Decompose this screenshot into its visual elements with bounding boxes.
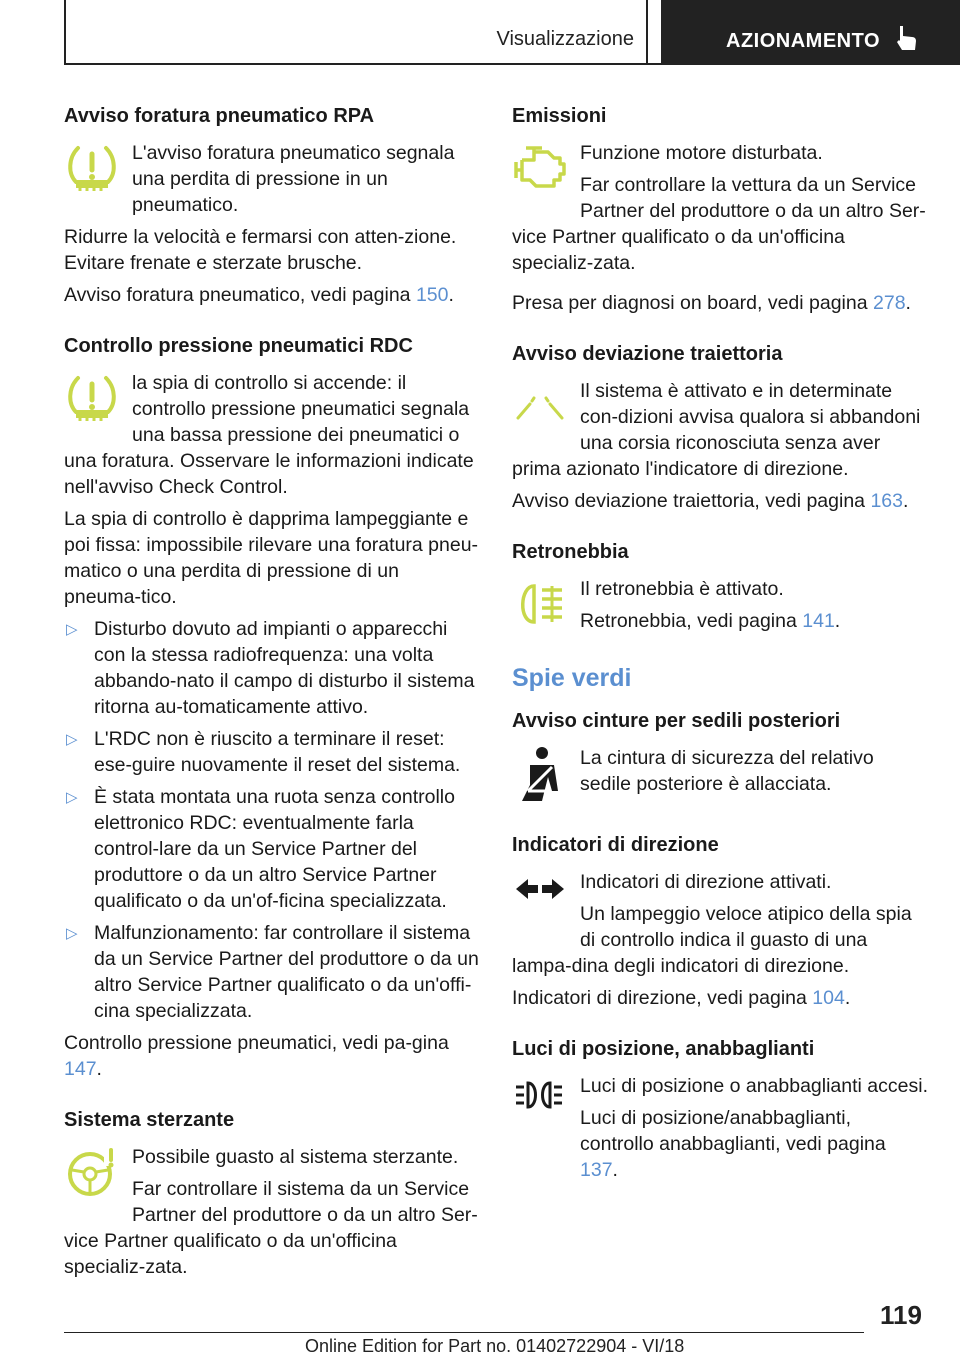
fog-reference: Retronebbia, vedi pagina 141. bbox=[580, 610, 841, 632]
emissions-text-2: Far controllare la vettura da un Service Partner del produttore o da un altro Ser-vice Partner qualificato o da un'officina specializ-zata. bbox=[512, 174, 926, 274]
turn-text-1: Indicatori di direzione attivati. bbox=[580, 871, 832, 893]
rdc-bullet-list bbox=[64, 616, 480, 1024]
section-lights bbox=[512, 1035, 928, 1183]
section-title: Retronebbia bbox=[512, 541, 629, 563]
section-rpa bbox=[64, 102, 480, 308]
triangle-bullet-icon: ▷ bbox=[66, 621, 78, 638]
section-fog bbox=[512, 538, 928, 640]
section-title: Emissioni bbox=[512, 105, 607, 127]
page-link-150[interactable]: 150 bbox=[415, 284, 449, 306]
section-lane bbox=[512, 340, 928, 514]
rpa-text-1: L'avviso foratura pneumatico segnala una perdita di pressione in un pneumatico. bbox=[132, 142, 455, 216]
right-column bbox=[512, 102, 928, 1207]
seat-belt-icon bbox=[512, 745, 578, 807]
turn-signal-arrows-icon bbox=[512, 869, 578, 931]
engine-check-icon bbox=[512, 140, 578, 202]
lights-text-1: Luci di posizione o anabbaglianti accesi. bbox=[580, 1075, 928, 1097]
rdc-reference: Controllo pressione pneumatici, vedi pa-gina 147. bbox=[64, 1032, 449, 1080]
list-item: ▷ Malfunzionamento: far controllare il sistema da un Service Partner del produttore o da un altro Service Partner qualificato o da un'offi-cina specializzata. bbox=[66, 922, 479, 1022]
section-emissions bbox=[512, 102, 928, 316]
lane-departure-icon bbox=[512, 378, 578, 440]
triangle-bullet-icon: ▷ bbox=[66, 789, 78, 806]
pointing-hand-icon bbox=[894, 24, 918, 57]
turn-reference: Indicatori di direzione, vedi pagina 104. bbox=[512, 987, 851, 1009]
section-title: Luci di posizione, anabbaglianti bbox=[512, 1038, 815, 1060]
section-title: Avviso cinture per sedili posteriori bbox=[512, 710, 841, 732]
rdc-text-1: la spia di controllo si accende: il controllo pressione pneumatici segnala una bassa pressione dei pneumatici o una foratura. Osservare le informazioni indicate nell'avviso Check Control. bbox=[64, 372, 474, 498]
tire-pressure-warning-icon bbox=[64, 370, 130, 432]
page-link-278[interactable]: 278 bbox=[873, 292, 906, 314]
green-lights-heading: Spie verdi bbox=[512, 664, 632, 692]
page-link-104[interactable]: 104 bbox=[812, 987, 845, 1009]
left-column bbox=[64, 102, 480, 1304]
steering-text-2: Far controllare il sistema da un Service Partner del produttore o da un altro Ser-vice Partner qualificato o da un'officina specializ-zata. bbox=[64, 1178, 478, 1278]
section-turn bbox=[512, 831, 928, 1011]
emissions-reference: Presa per diagnosi on board, vedi pagina 278. bbox=[512, 292, 911, 314]
section-steering bbox=[64, 1106, 480, 1280]
footer-rule bbox=[64, 1332, 864, 1333]
turn-text-2: Un lampeggio veloce atipico della spia di controllo indica il guasto di una lampa-dina degli indicatori di direzione. bbox=[512, 903, 912, 977]
footer-edition: Online Edition for Part no. 01402722904 - VI/18 bbox=[305, 1336, 685, 1356]
header-section-tab bbox=[64, 0, 648, 64]
steering-text-1: Possibile guasto al sistema sterzante. bbox=[132, 1146, 459, 1168]
rpa-reference: Avviso foratura pneumatico, vedi pagina 150. bbox=[64, 284, 454, 306]
belt-text-1: La cintura di sicurezza del relativo sedile posteriore è allacciata. bbox=[580, 747, 874, 795]
page-link-147[interactable]: 147 bbox=[64, 1058, 97, 1080]
lane-reference: Avviso deviazione traiettoria, vedi pagina 163. bbox=[512, 490, 909, 512]
rear-fog-light-icon bbox=[512, 576, 578, 638]
header-rule bbox=[64, 63, 960, 65]
section-title: Indicatori di direzione bbox=[512, 834, 719, 856]
section-title: Sistema sterzante bbox=[64, 1109, 235, 1131]
triangle-bullet-icon: ▷ bbox=[66, 925, 78, 942]
fog-text-1: Il retronebbia è attivato. bbox=[580, 578, 784, 600]
rdc-text-2: La spia di controllo è dapprima lampeggiante e poi fissa: impossibile rilevare una foratura pneu-matico o una perdita di pressione di un pneuma-tico. bbox=[64, 508, 479, 608]
tire-pressure-warning-icon bbox=[64, 140, 130, 202]
list-item: ▷ Disturbo dovuto ad impianti o apparecchi con la stessa radiofrequenza: una volta abbando-nato il campo di disturbo il sistema ritorna au-tomaticamente attivo. bbox=[66, 618, 475, 718]
section-title: Avviso foratura pneumatico RPA bbox=[64, 105, 375, 127]
steering-wheel-warning-icon bbox=[64, 1144, 130, 1206]
section-belt bbox=[512, 707, 928, 807]
section-title: Avviso deviazione traiettoria bbox=[512, 343, 783, 365]
list-item: ▷ È stata montata una ruota senza controllo elettronico RDC: eventualmente farla control-lare da un Service Partner del produttore o da un altro Service Partner qualificato o da un'of-ficina specializzata. bbox=[66, 786, 455, 912]
header-chapter-tab bbox=[661, 0, 960, 64]
rpa-text-2: Ridurre la velocità e fermarsi con atten-zione. Evitare frenate e sterzate brusche. bbox=[64, 226, 457, 274]
page-link-137[interactable]: 137 bbox=[580, 1159, 613, 1181]
page-number: 119 bbox=[880, 1300, 922, 1330]
emissions-text-1: Funzione motore disturbata. bbox=[580, 142, 823, 164]
page-link-163[interactable]: 163 bbox=[870, 490, 903, 512]
header-chapter-label: AZIONAMENTO bbox=[726, 30, 881, 52]
header-section-label: Visualizzazione bbox=[496, 28, 634, 50]
triangle-bullet-icon: ▷ bbox=[66, 731, 78, 748]
section-title: Controllo pressione pneumatici RDC bbox=[64, 335, 413, 357]
lights-reference: Luci di posizione/anabbaglianti, controllo anabbaglianti, vedi pagina 137. bbox=[580, 1107, 886, 1181]
list-item: ▷ L'RDC non è riuscito a terminare il reset: ese-guire nuovamente il reset del sistema. bbox=[66, 728, 461, 776]
position-lights-icon bbox=[512, 1073, 578, 1135]
page-link-141[interactable]: 141 bbox=[802, 610, 835, 632]
lane-text-1: Il sistema è attivato e in determinate con-dizioni avvisa qualora si abbandoni una corsia riconosciuta senza aver prima azionato l'indicatore di direzione. bbox=[512, 380, 921, 480]
section-rdc bbox=[64, 332, 480, 1082]
